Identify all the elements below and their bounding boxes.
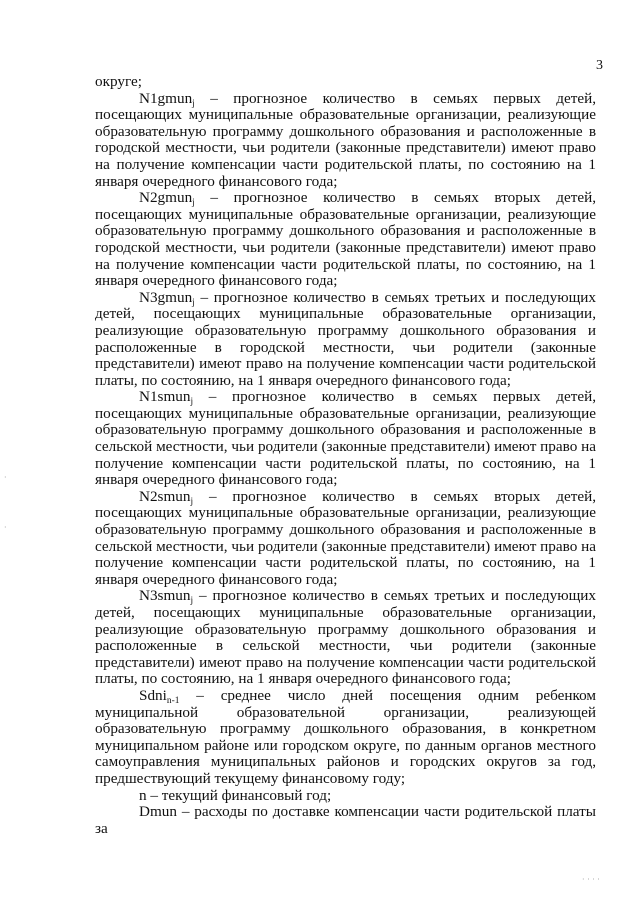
variable-name: N1smun bbox=[139, 388, 191, 406]
paragraph-text: Dmun – расходы по доставке компенсации части родительской платы за bbox=[95, 803, 596, 837]
paragraph-text: – среднее число дней посещения одним ребенком муниципальной образовательной организации, реализующей образовательную программу дошкольного образования, в конкретном муниципальном районе или городском округе, по данным органов местного самоуправления муниципальных районов и городских округов за год, предшествующий текущему финансовому году; bbox=[95, 686, 596, 787]
variable-subscript: j bbox=[192, 197, 195, 208]
variable-subscript: n-1 bbox=[166, 695, 180, 706]
variable-subscript: j bbox=[190, 596, 194, 607]
variable-subscript: j bbox=[192, 297, 195, 308]
variable-subscript: j bbox=[190, 496, 194, 507]
paragraph-text: округе; bbox=[95, 73, 142, 90]
scan-margin-mark: · · · · bbox=[582, 875, 600, 884]
paragraph bbox=[95, 74, 596, 91]
scan-margin-mark: · bbox=[4, 473, 7, 482]
variable-name: Sdni bbox=[139, 686, 167, 704]
paragraph-text: – прогнозное количество в семьях третьих и последующих детей, посещающих муниципальные образовательные организации, реализующие образовательную программу дошкольного образования и расположенные в сельской местности, чьи родители (законные представители) имеют право на получение компенсации части родительской платы, по состоянию, на 1 января очередного финансового года; bbox=[95, 587, 596, 688]
paragraph bbox=[95, 804, 596, 837]
paragraph bbox=[95, 588, 596, 688]
variable-name: N2gmun bbox=[139, 189, 193, 207]
paragraph-text: – прогнозное количество в семьях первых детей, посещающих муниципальные образовательные организации, реализующие образовательную программу дошкольного образования и расположенные в сельской местности, чьи родители (законные представители) имеют право на получение компенсации части родительской платы, по состоянию, на 1 января очередного финансового года; bbox=[95, 388, 596, 489]
variable-name: N1gmun bbox=[139, 89, 193, 107]
paragraph-text: n – текущий финансовый год; bbox=[139, 786, 332, 804]
paragraph bbox=[95, 389, 596, 489]
paragraph bbox=[95, 489, 596, 589]
variable-subscript: j bbox=[192, 98, 195, 109]
variable-name: N3smun bbox=[139, 587, 191, 605]
scan-margin-mark: · bbox=[4, 523, 7, 532]
paragraph bbox=[95, 290, 596, 390]
variable-subscript: j bbox=[190, 397, 194, 408]
paragraph bbox=[95, 688, 596, 788]
variable-name: N3gmun bbox=[139, 288, 193, 306]
page-number: 3 bbox=[596, 58, 603, 73]
paragraph bbox=[95, 91, 596, 191]
paragraph bbox=[95, 190, 596, 290]
paragraph bbox=[95, 788, 596, 805]
document-body bbox=[95, 74, 596, 837]
variable-name: N2smun bbox=[139, 487, 191, 505]
paragraph-text: – прогнозное количество в семьях вторых детей, посещающих муниципальные образовательные организации, реализующие образовательную программу дошкольного образования и расположенные в городской местности, чьи родители (законные представители) имеют право на получение компенсации части родительской платы, по состоянию, на 1 января очередного финансового года; bbox=[95, 189, 596, 290]
paragraph-text: – прогнозное количество в семьях первых детей, посещающих муниципальные образовательные организации, реализующие образовательную программу дошкольного образования и расположенные в городской местности, чьи родители (законные представители) имеют право на получение компенсации части родительской платы, по состоянию на 1 января очередного финансового года; bbox=[95, 89, 596, 190]
paragraph-text: – прогнозное количество в семьях третьих и последующих детей, посещающих муниципальные образовательные организации, реализующие образовательную программу дошкольного образования и расположенные в городской местности, чьи родители (законные представители) имеют право на получение компенсации части родительской платы, по состоянию, на 1 января очередного финансового года; bbox=[95, 288, 596, 389]
paragraph-text: – прогнозное количество в семьях вторых детей, посещающих муниципальные образовательные организации, реализующие образовательную программу дошкольного образования и расположенные в сельской местности, чьи родители (законные представители) имеют право на получение компенсации части родительской платы, по состоянию, на 1 января очередного финансового года; bbox=[95, 487, 596, 588]
